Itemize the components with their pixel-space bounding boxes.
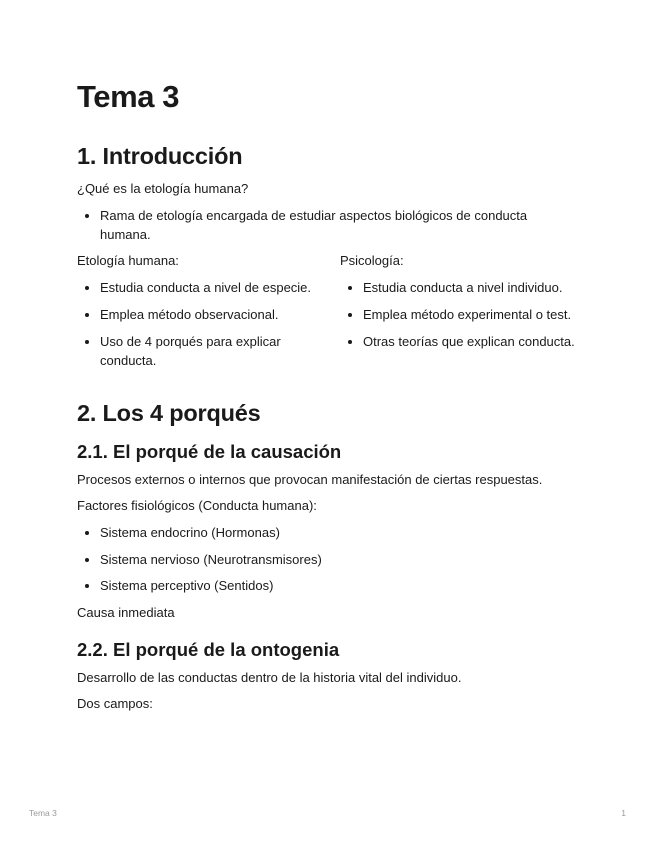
page-title: Tema 3 (77, 79, 180, 114)
etologia-list (77, 278, 340, 370)
section-heading-introduccion: 1. Introducción (77, 143, 243, 169)
causacion-factores: Factores fisiológicos (Conducta humana): (77, 498, 317, 513)
list-item: • Emplea método experimental o test. (363, 305, 577, 324)
column-etologia (77, 251, 340, 370)
section-heading-porques: 2. Los 4 porqués (77, 400, 261, 426)
list-item: • Estudia conducta a nivel de especie. (100, 278, 340, 297)
column-label-etologia: Etología humana: (77, 253, 179, 268)
list-item: • Emplea método observacional. (100, 305, 340, 324)
list-item: • Rama de etología encargada de estudiar aspectos biológicos de conducta humana. (100, 206, 577, 244)
causacion-paragraph: Procesos externos o internos que provocan manifestación de ciertas respuestas. (77, 472, 543, 487)
psicologia-list (340, 278, 577, 351)
list-item: • Estudia conducta a nivel individuo. (363, 278, 577, 297)
document-body (77, 78, 577, 713)
list-item: • Uso de 4 porqués para explicar conducta. (100, 332, 340, 370)
list-item: • Sistema perceptivo (Sentidos) (100, 576, 577, 595)
intro-question: ¿Qué es la etología humana? (77, 181, 249, 196)
intro-list (77, 206, 577, 244)
list-item: • Sistema nervioso (Neurotransmisores) (100, 550, 577, 569)
ontogenia-campos: Dos campos: (77, 696, 153, 711)
subsection-heading-causacion: 2.1. El porqué de la causación (77, 441, 342, 462)
footer-document-title: Tema 3 (29, 808, 57, 818)
subsection-heading-ontogenia: 2.2. El porqué de la ontogenia (77, 639, 340, 660)
ontogenia-paragraph: Desarrollo de las conductas dentro de la historia vital del individuo. (77, 670, 462, 685)
column-psicologia (340, 251, 577, 370)
column-label-psicologia: Psicología: (340, 253, 404, 268)
causa-inmediata-note: Causa inmediata (77, 605, 175, 620)
factores-list (77, 523, 577, 595)
comparison-columns (77, 251, 577, 370)
list-item: • Sistema endocrino (Hormonas) (100, 523, 577, 542)
footer-page-number: 1 (621, 808, 626, 818)
list-item: • Otras teorías que explican conducta. (363, 332, 577, 351)
